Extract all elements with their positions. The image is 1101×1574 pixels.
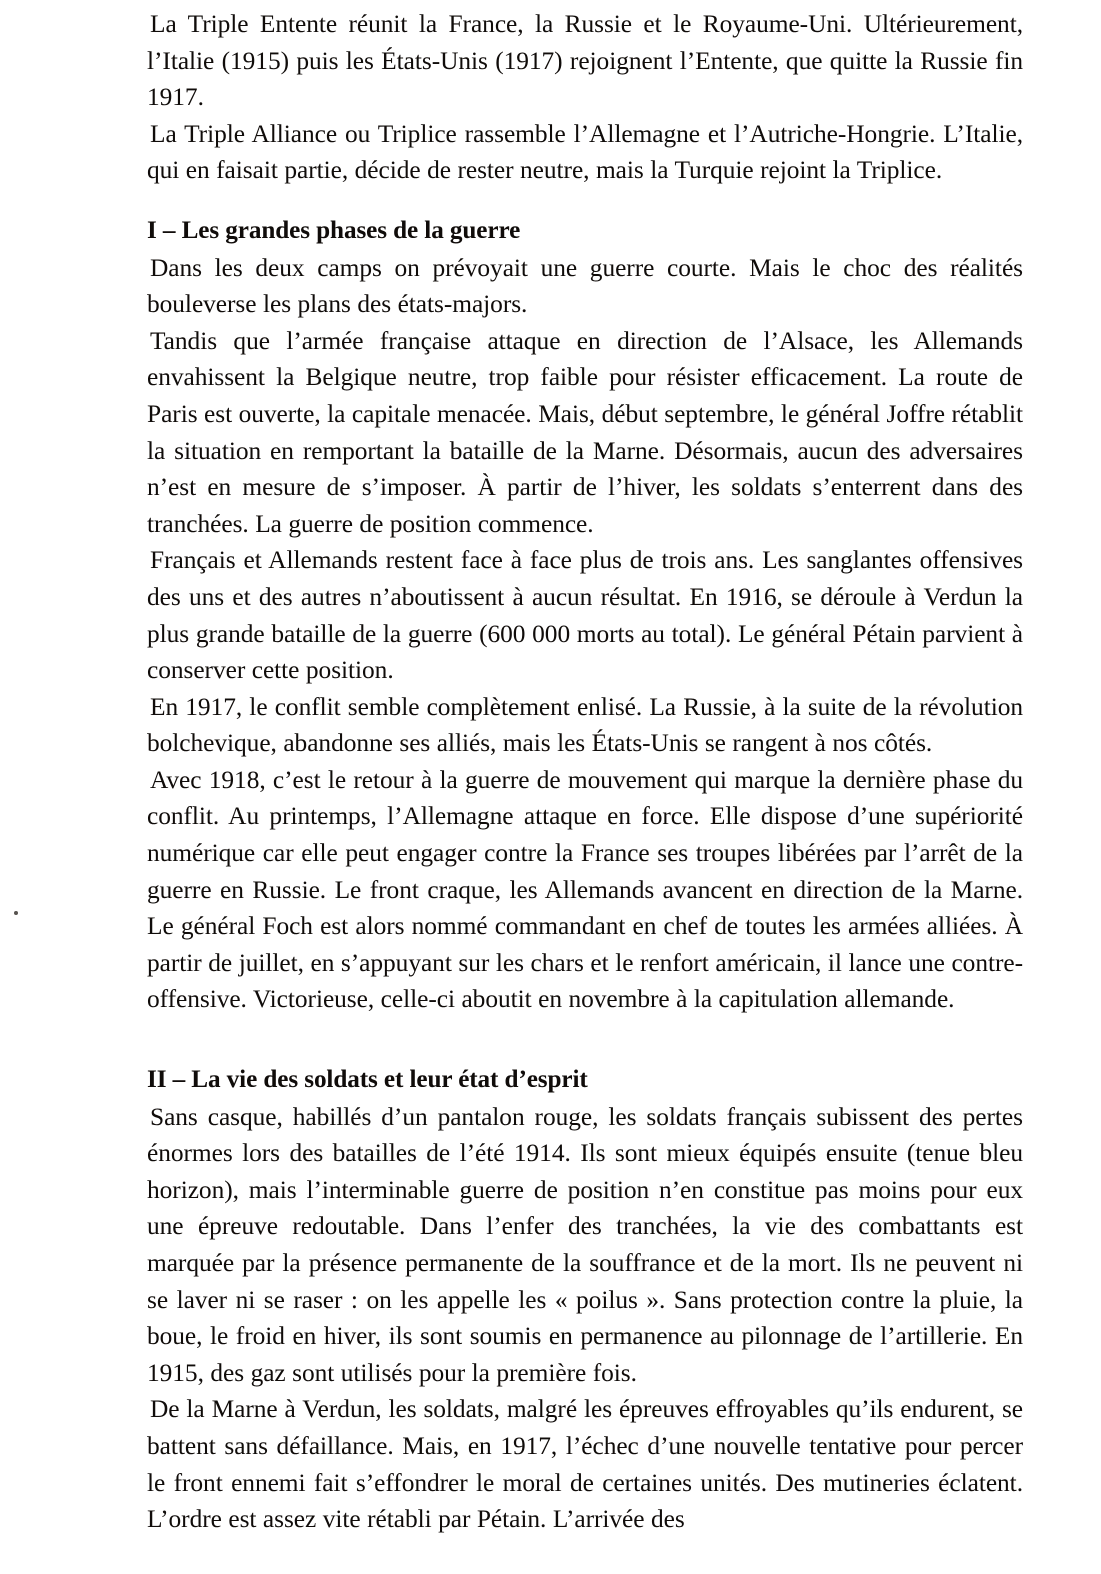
scan-speck-mark	[14, 911, 18, 915]
paragraph-verdun: Français et Allemands restent face à face plus de trois ans. Les sanglantes offensives des uns et des autres n’aboutissent à aucun résultat. En 1916, se déroule à Verdun la plus grande bataille de la guerre (600 000 morts au total). Le général Pétain parvient à conserver cette position.	[147, 546, 1023, 685]
paragraph-1917-enlise: En 1917, le conflit semble complètement enlisé. La Russie, à la suite de la révolution bolchevique, abandonne ses alliés, mais les États-Unis se rangent à nos côtés.	[147, 692, 1023, 758]
heading-section-1: I – Les grandes phases de la guerre	[147, 216, 521, 244]
heading-section-2: II – La vie des soldats et leur état d’esprit	[147, 1066, 588, 1094]
paragraph-mutineries: De la Marne à Verdun, les soldats, malgré les épreuves effroyables qu’ils endurent, se battent sans défaillance. Mais, en 1917, l’échec d’une nouvelle tentative pour percer le front ennemi fait s’effondrer le moral de certaines unités. Des mutineries éclatent. L’ordre est assez vite rétabli par Pétain. L’arrivée des	[147, 1395, 1023, 1534]
paragraph-alsace-belgique: Tandis que l’armée française attaque en direction de l’Alsace, les Allemands envahissent la Belgique neutre, trop faible pour résister efficacement. La route de Paris est ouverte, la capitale menacée. Mais, début septembre, le général Joffre rétablit la situation en remportant la bataille de la Marne. Désormais, aucun des adversaires n’est en mesure de s’imposer. À partir de l’hiver, les soldats s’enterrent dans des tranchées. La guerre de position commence.	[147, 326, 1023, 538]
paragraph-triple-alliance: La Triple Alliance ou Triplice rassemble l’Allemagne et l’Autriche-Hongrie. L’Italie, qui en faisait partie, décide de rester neutre, mais la Turquie rejoint la Triplice.	[147, 119, 1023, 185]
paragraph-triple-entente: La Triple Entente réunit la France, la Russie et le Royaume-Uni. Ultérieurement, l’Italie (1915) puis les États-Unis (1917) rejoignent l’Entente, que quitte la Russie fin 1917.	[147, 10, 1023, 112]
paragraph-guerre-courte: Dans les deux camps on prévoyait une guerre courte. Mais le choc des réalités bouleverse les plans des états-majors.	[147, 253, 1023, 319]
paragraph-1918-mouvement: Avec 1918, c’est le retour à la guerre de mouvement qui marque la dernière phase du conflit. Au printemps, l’Allemagne attaque en force. Elle dispose d’une supériorité numérique car elle peut engager contre la France ses troupes libérées par l’arrêt de la guerre en Russie. Le front craque, les Allemands avancent en direction de la Marne. Le général Foch est alors nommé commandant en chef de toutes les armées alliées. À partir de juillet, en s’appuyant sur les chars et le renfort américain, il lance une contre-offensive. Victorieuse, celle-ci aboutit en novembre à la capitulation allemande.	[147, 765, 1023, 1014]
spacer-before-heading-2	[147, 1018, 1023, 1062]
text-column	[147, 6, 1023, 1538]
paragraph-poilus: Sans casque, habillés d’un pantalon rouge, les soldats français subissent des pertes énormes lors des batailles de l’été 1914. Ils sont mieux équipés ensuite (tenue bleu horizon), mais l’interminable guerre de position n’en constitue pas moins pour eux une épreuve redoutable. Dans l’enfer des tranchées, la vie des combattants est marquée par la présence permanente de la souffrance et de la mort. Ils ne peuvent ni se laver ni se raser : on les appelle les « poilus ». Sans protection contre la pluie, la boue, le froid en hiver, ils sont soumis en permanence au pilonnage de l’artillerie. En 1915, des gaz sont utilisés pour la première fois.	[147, 1102, 1023, 1387]
spacer-before-heading-1	[147, 189, 1023, 213]
